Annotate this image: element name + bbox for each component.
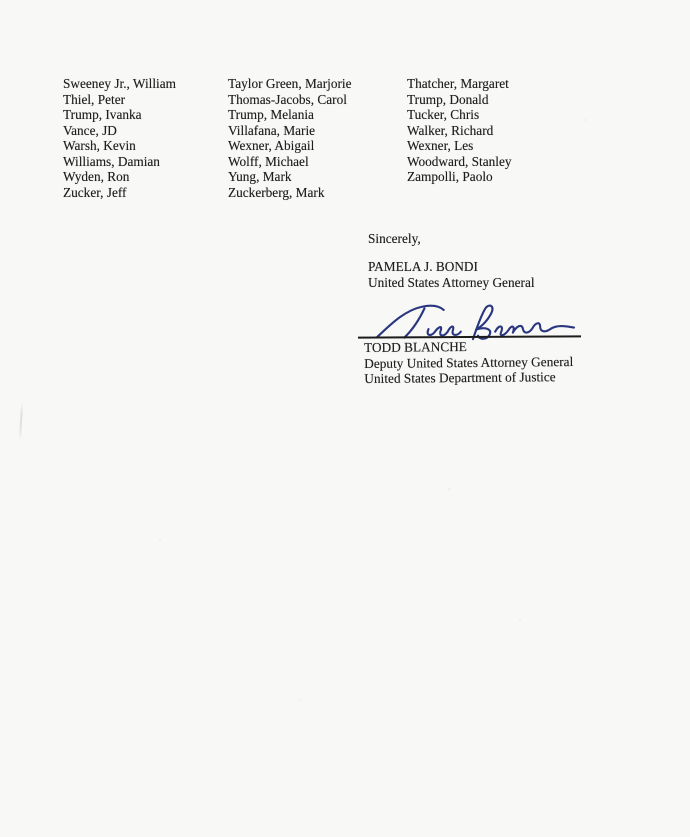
signer-primary-title: United States Attorney General: [368, 274, 535, 290]
recipient-name: Villafana, Marie: [228, 122, 316, 138]
recipient-name: Tucker, Chris: [407, 107, 480, 122]
signer-primary-name: PAMELA J. BONDI: [368, 259, 478, 274]
recipient-name: Wolff, Michael: [228, 153, 309, 169]
signature-block: [364, 337, 573, 386]
recipient-name: Taylor Green, Marjorie: [228, 76, 352, 91]
recipient-name: Trump, Melania: [228, 107, 314, 122]
recipient-name: Trump, Ivanka: [63, 107, 142, 122]
recipient-name: Sweeney Jr., William: [63, 76, 176, 91]
recipient-name: Wyden, Ron: [63, 169, 130, 184]
signer-secondary-name: TODD BLANCHE: [364, 338, 467, 355]
recipient-name: Thatcher, Margaret: [407, 76, 509, 91]
recipient-name: Walker, Richard: [407, 122, 494, 138]
recipient-name: Zampolli, Paolo: [407, 169, 493, 184]
salutation: Sincerely,: [368, 231, 421, 246]
recipient-name: Warsh, Kevin: [63, 138, 136, 153]
signer-secondary-title: Deputy United States Attorney General: [364, 353, 574, 371]
recipient-column-3: [407, 76, 512, 185]
recipient-name: Vance, JD: [63, 122, 117, 138]
scan-artifact-mark: [19, 403, 23, 441]
recipient-name: Wexner, Abigail: [228, 138, 315, 153]
recipient-name: Woodward, Stanley: [407, 153, 512, 169]
recipient-name: Zuckerberg, Mark: [228, 184, 325, 200]
recipient-name: Wexner, Les: [407, 138, 474, 153]
recipient-column-2: [228, 76, 352, 200]
recipient-name: Trump, Donald: [407, 91, 489, 107]
recipient-name: Williams, Damian: [63, 153, 160, 169]
recipient-name: Thiel, Peter: [63, 91, 126, 107]
recipient-column-1: [63, 76, 176, 200]
recipient-name: Zucker, Jeff: [63, 184, 127, 200]
recipient-name: Thomas-Jacobs, Carol: [228, 91, 347, 107]
signer-secondary-org: United States Department of Justice: [364, 368, 556, 386]
recipient-name: Yung, Mark: [228, 169, 292, 184]
